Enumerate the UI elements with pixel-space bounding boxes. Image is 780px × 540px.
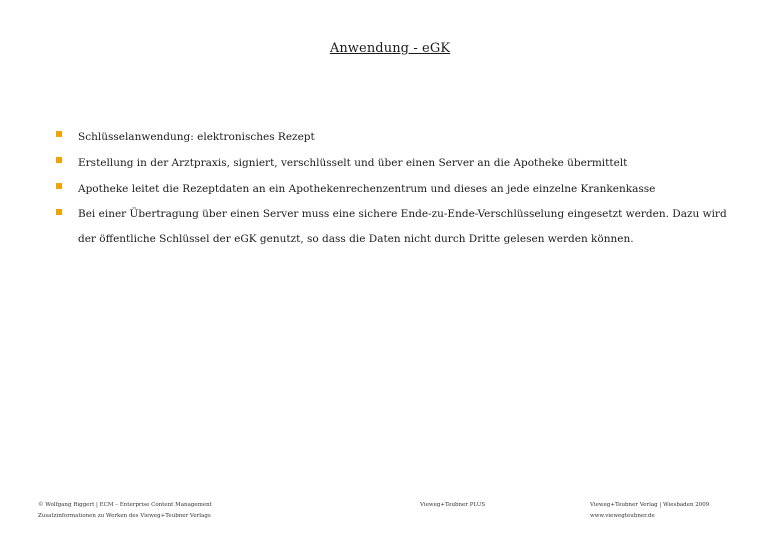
footer-additional-info: Zusatzinformationen zu Werken des Vieweg+Teubner Verlags (38, 513, 211, 519)
footer-author: © Wolfgang Riggert | ECM – Enterprise Content Management (38, 502, 212, 508)
bullet-list (56, 124, 736, 252)
footer-brand (420, 500, 485, 511)
bullet-item (56, 176, 736, 202)
square-bullet-icon (56, 183, 62, 189)
square-bullet-icon (56, 209, 62, 215)
bullet-item (56, 202, 736, 252)
square-bullet-icon (56, 131, 62, 137)
footer-publisher (590, 500, 709, 522)
bullet-text: Schlüsselanwendung: elektronisches Rezept (78, 131, 315, 143)
bullet-text: Bei einer Übertragung über einen Server muss eine sichere Ende-zu-Ende-Verschlüsselung eingesetzt werden. Dazu wird der öffentliche Schlüssel der eGK genutzt, so dass die Daten nicht durch Dritte gelesen werden können. (78, 208, 727, 245)
footer-brand-text: Vieweg+Teubner PLUS (420, 502, 486, 508)
bullet-text: Erstellung in der Arztpraxis, signiert, verschlüsselt und über einen Server an die Apotheke übermittelt (78, 157, 628, 169)
bullet-text: Apotheke leitet die Rezeptdaten an ein Apothekenrechenzentrum und dieses an jede einzelne Krankenkasse (78, 183, 656, 195)
slide-title: Anwendung - eGK (329, 41, 451, 56)
footer-website-link[interactable]: www.viewegteubner.de (590, 513, 655, 519)
bullet-item (56, 150, 736, 176)
footer-publisher-name: Vieweg+Teubner Verlag | Wiesbaden 2009 (590, 502, 710, 508)
footer-copyright (38, 500, 212, 522)
bullet-item (56, 124, 736, 150)
square-bullet-icon (56, 157, 62, 163)
